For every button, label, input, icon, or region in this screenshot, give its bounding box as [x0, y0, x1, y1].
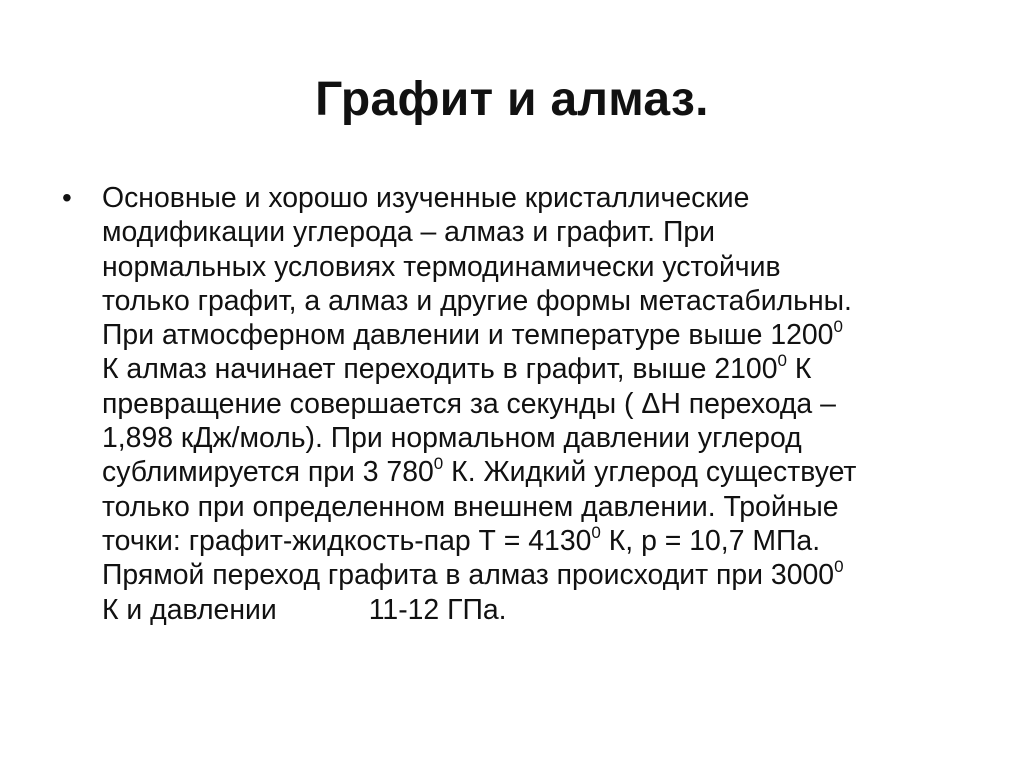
text-line [102, 490, 982, 524]
text-line [102, 215, 982, 249]
text-line [102, 352, 982, 386]
degree-superscript: 0 [433, 454, 444, 474]
text-line-content: только графит, а алмаз и другие формы метастабильны. [102, 284, 852, 317]
text-line-content: К алмаз начинает переходить в графит, выше 2100 [102, 353, 778, 386]
text-line [102, 284, 982, 318]
text-line-content: К и давлении [102, 593, 277, 626]
text-line [102, 455, 982, 489]
text-line [102, 181, 982, 215]
text-line [102, 421, 982, 455]
text-line [102, 593, 982, 627]
text-line-content: сублимируется при 3 780 [102, 456, 434, 489]
text-line-content: 1,898 кДж/моль). При нормальном давлении углерод [102, 422, 802, 455]
text-line-content: 11-12 ГПа. [368, 593, 507, 626]
text-line-content: Прямой переход графита в алмаз происходит при 3000 [102, 559, 835, 592]
bullet-marker: • [62, 182, 72, 213]
text-line-content: Основные и хорошо изученные кристаллические [102, 182, 750, 214]
text-line [102, 250, 982, 284]
text-line-content: К [786, 353, 812, 386]
text-line [102, 524, 982, 558]
text-line-content: модификации углерода – алмаз и графит. При [102, 216, 716, 249]
text-line-content: превращение совершается за секунды ( ΔН перехода – [102, 387, 836, 420]
text-line-content: точки: графит-жидкость-пар Т = 4130 [102, 524, 592, 557]
text-line-content: К, р = 10,7 МПа. [600, 524, 821, 557]
text-line [102, 558, 982, 592]
text-line-content: нормальных условиях термодинамически устойчив [102, 250, 781, 283]
degree-superscript: 0 [591, 523, 601, 543]
text-line [102, 387, 982, 421]
bullet-text [102, 181, 982, 627]
text-line-content: При атмосферном давлении и температуре выше 1200 [102, 319, 834, 352]
degree-superscript: 0 [777, 351, 787, 371]
slide-title: Графит и алмаз. [315, 73, 709, 126]
degree-superscript: 0 [834, 557, 844, 577]
text-line-content: К. Жидкий углерод существует [443, 456, 857, 489]
text-line [102, 318, 982, 352]
degree-superscript: 0 [833, 317, 843, 337]
text-line-content: только при определенном внешнем давлении. Тройные [102, 490, 839, 523]
